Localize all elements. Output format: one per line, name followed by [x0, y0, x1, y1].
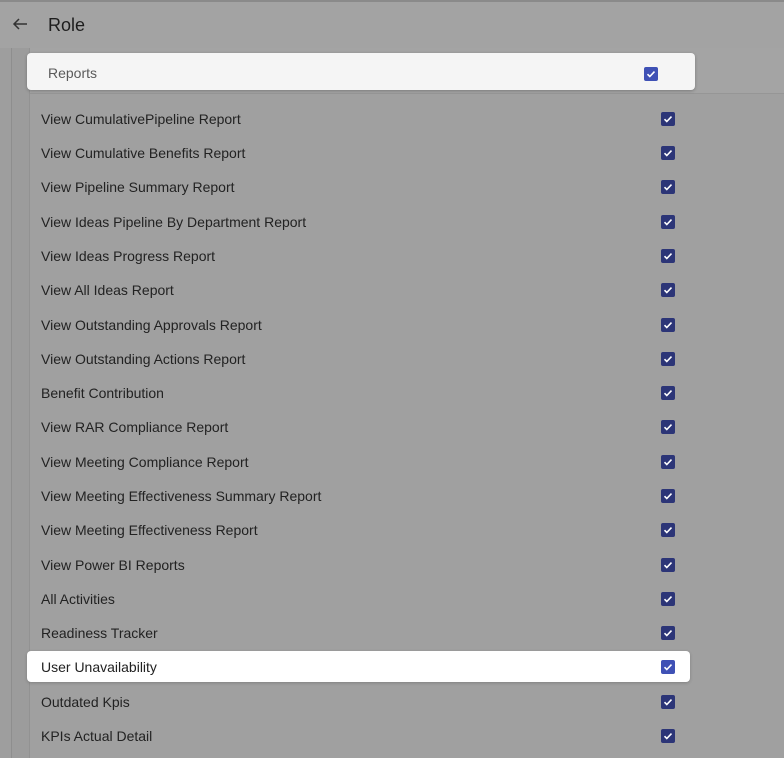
permission-checkbox[interactable]: [661, 352, 675, 366]
permission-row[interactable]: [27, 240, 690, 271]
permission-row[interactable]: [27, 206, 690, 237]
check-icon: [663, 662, 673, 672]
check-icon: [663, 525, 673, 535]
permission-row[interactable]: [27, 171, 690, 202]
page-title: Role: [48, 15, 86, 35]
permission-label: KPIs Actual Detail: [41, 728, 153, 744]
check-icon: [663, 422, 673, 432]
permission-checkbox[interactable]: [661, 318, 675, 332]
permission-row[interactable]: [27, 480, 690, 511]
permission-checkbox[interactable]: [661, 626, 675, 640]
check-icon: [663, 354, 673, 364]
check-icon: [663, 731, 673, 741]
check-icon: [663, 114, 673, 124]
arrow-left-icon: [12, 16, 28, 32]
permission-label: View All Ideas Report: [41, 282, 174, 298]
permission-checkbox[interactable]: [661, 729, 675, 743]
check-icon: [663, 285, 673, 295]
permission-label: View Ideas Progress Report: [41, 248, 216, 264]
permission-label: View Cumulative Benefits Report: [41, 145, 246, 161]
check-icon: [663, 320, 673, 330]
permission-checkbox[interactable]: [661, 523, 675, 537]
permission-row[interactable]: [27, 103, 690, 134]
permission-checkbox[interactable]: [661, 112, 675, 126]
permission-row[interactable]: [27, 514, 690, 545]
permission-row[interactable]: [27, 274, 690, 305]
permission-row[interactable]: [27, 720, 690, 751]
permission-label: View CumulativePipeline Report: [41, 111, 241, 127]
permission-checkbox[interactable]: [661, 283, 675, 297]
permission-label: View Meeting Compliance Report: [41, 454, 249, 470]
permission-label: View RAR Compliance Report: [41, 419, 229, 435]
reports-section-header[interactable]: [27, 53, 695, 90]
check-icon: [663, 217, 673, 227]
permission-checkbox[interactable]: [661, 215, 675, 229]
permission-label: Readiness Tracker: [41, 625, 158, 641]
permission-row[interactable]: [27, 686, 690, 717]
back-button[interactable]: [10, 14, 30, 34]
permission-checkbox[interactable]: [661, 180, 675, 194]
permission-label: All Activities: [41, 591, 115, 607]
permission-row[interactable]: [27, 617, 690, 648]
permission-label: Outdated Kpis: [41, 694, 130, 710]
check-icon: [663, 697, 673, 707]
permission-label: User Unavailability: [41, 659, 157, 675]
permission-checkbox[interactable]: [661, 249, 675, 263]
permission-row[interactable]: [27, 583, 690, 614]
check-icon: [663, 457, 673, 467]
permission-checkbox[interactable]: [661, 146, 675, 160]
permission-label: View Power BI Reports: [41, 557, 185, 573]
check-icon: [663, 388, 673, 398]
permission-label: View Meeting Effectiveness Summary Report: [41, 488, 322, 504]
permission-label: View Outstanding Approvals Report: [41, 317, 262, 333]
check-icon: [646, 69, 656, 79]
check-icon: [663, 594, 673, 604]
permission-label: View Ideas Pipeline By Department Report: [41, 214, 307, 230]
permission-row[interactable]: [27, 446, 690, 477]
permission-label: Benefit Contribution: [41, 385, 164, 401]
check-icon: [663, 628, 673, 638]
check-icon: [663, 251, 673, 261]
reports-select-all-checkbox[interactable]: [644, 67, 658, 81]
check-icon: [663, 148, 673, 158]
reports-section-label: Reports: [48, 65, 98, 81]
permission-label: View Meeting Effectiveness Report: [41, 522, 258, 538]
permission-row[interactable]: [27, 411, 690, 442]
permission-label: View Outstanding Actions Report: [41, 351, 246, 367]
check-icon: [663, 491, 673, 501]
permission-label: View Pipeline Summary Report: [41, 179, 235, 195]
permission-row[interactable]: [27, 377, 690, 408]
permission-checkbox[interactable]: [661, 558, 675, 572]
permission-row[interactable]: [27, 137, 690, 168]
permission-checkbox[interactable]: [661, 386, 675, 400]
permission-row[interactable]: [27, 549, 690, 580]
app-header: [0, 0, 784, 48]
permission-row[interactable]: [27, 343, 690, 374]
permission-checkbox[interactable]: [661, 660, 675, 674]
permission-checkbox[interactable]: [661, 695, 675, 709]
permission-checkbox[interactable]: [661, 592, 675, 606]
check-icon: [663, 560, 673, 570]
permission-checkbox[interactable]: [661, 489, 675, 503]
permission-row[interactable]: [27, 651, 690, 682]
permission-checkbox[interactable]: [661, 420, 675, 434]
permission-row[interactable]: [27, 309, 690, 340]
check-icon: [663, 182, 673, 192]
permission-checkbox[interactable]: [661, 455, 675, 469]
